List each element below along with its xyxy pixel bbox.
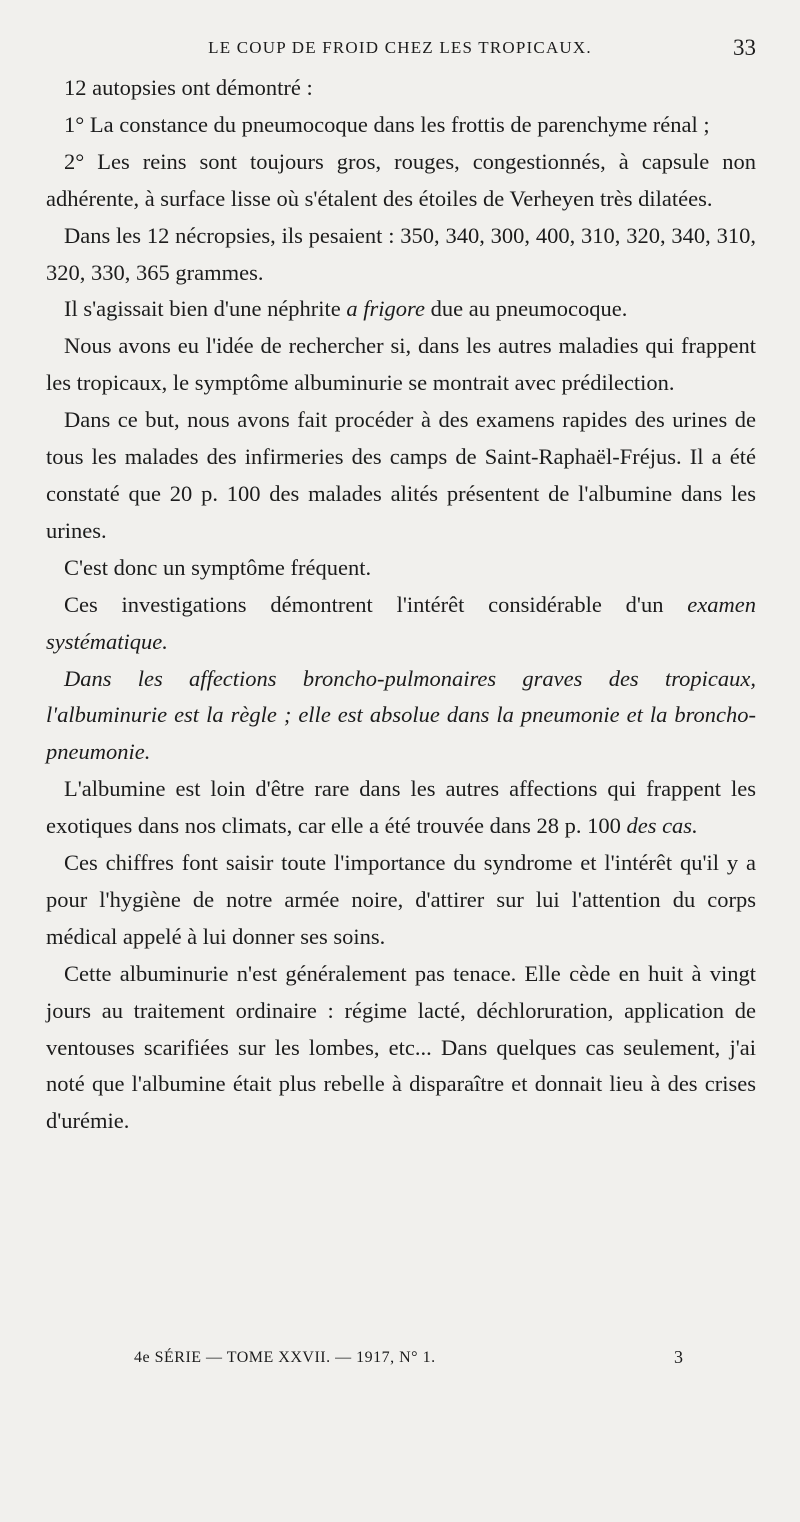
paragraph-weights: Dans les 12 nécropsies, ils pesaient : 350, 340, 300, 400, 310, 320, 340, 310, 320, 330, 365 grammes. bbox=[46, 222, 756, 285]
nephrite-italic: a frigore bbox=[346, 296, 425, 322]
nephrite-text-before: Il s'agissait bien d'une néphrite bbox=[64, 296, 341, 322]
paragraph-recherche: Nous avons eu l'idée de rechercher si, dans les autres maladies qui frappent les tropicaux, le symptôme albuminurie se montrait avec prédilection. bbox=[46, 333, 756, 396]
paragraph-examens: Dans ce but, nous avons fait procéder à des examens rapides des urines de tous les malades des infirmeries des camps de Saint-Raphaël-Fréjus. Il a été constaté que 20 p. 100 des malades alités présentent de l'albumine dans les urines. bbox=[46, 407, 756, 543]
investigations-text: Ces investigations démontrent l'intérêt considérable d'un bbox=[64, 591, 664, 617]
investigations-italic: examen systématique. bbox=[46, 591, 756, 654]
nephrite-text-after: due au pneumocoque. bbox=[430, 296, 628, 322]
paragraph-albumine bbox=[46, 771, 756, 845]
paragraph-affections bbox=[46, 661, 756, 772]
paragraph-point-2: 2° Les reins sont toujours gros, rouges, congestionnés, à capsule non adhérente, à surface lisse où s'étalent des étoiles de Verheyen très dilatées. bbox=[46, 148, 756, 211]
page-number: 33 bbox=[733, 35, 756, 60]
albumine-text: L'albumine est loin d'être rare dans les autres affections qui frappent les exotiques dans nos climats, car elle a été trouvée dans 28 p. 100 bbox=[46, 776, 756, 839]
running-head bbox=[0, 35, 800, 68]
body-text bbox=[46, 70, 756, 1140]
running-title: LE COUP DE FROID CHEZ LES TROPICAUX. bbox=[208, 38, 592, 57]
printer-signature: 4e SÉRIE — TOME XXVII. — 1917, N° 1. bbox=[134, 1349, 436, 1366]
paragraph-nephrite bbox=[46, 291, 756, 328]
affections-italic: Dans les affections broncho-pulmonaires graves des tropicaux, l'albuminurie est la règle ; elle est absolue dans la pneumonie et la broncho-pneumonie. bbox=[46, 665, 756, 765]
paragraph-chiffres: Ces chiffres font saisir toute l'importance du syndrome et l'intérêt qu'il y a pour l'hygiène de notre armée noire, d'attirer sur lui l'attention du corps médical appelé à lui donner ses soins. bbox=[46, 850, 756, 949]
sheet-number: 3 bbox=[674, 1347, 683, 1367]
paragraph-investigations bbox=[46, 587, 756, 661]
paragraph-traitement: Cette albuminurie n'est généralement pas tenace. Elle cède en huit à vingt jours au traitement ordinaire : régime lacté, déchloruration, application de ventouses scarifiées sur les lombes, etc... Dans quelques cas seulement, j'ai noté que l'albumine était plus rebelle à disparaître et donnait lieu à des crises d'urémie. bbox=[46, 960, 756, 1134]
albumine-italic: des cas. bbox=[626, 813, 698, 839]
paragraph-symptome: C'est donc un symptôme fréquent. bbox=[64, 554, 372, 580]
paragraph-autopsies: 12 autopsies ont démontré : bbox=[64, 75, 313, 100]
paragraph-point-1: 1° La constance du pneumocoque dans les frottis de parenchyme rénal ; bbox=[64, 111, 710, 137]
page-footer bbox=[0, 1349, 800, 1379]
